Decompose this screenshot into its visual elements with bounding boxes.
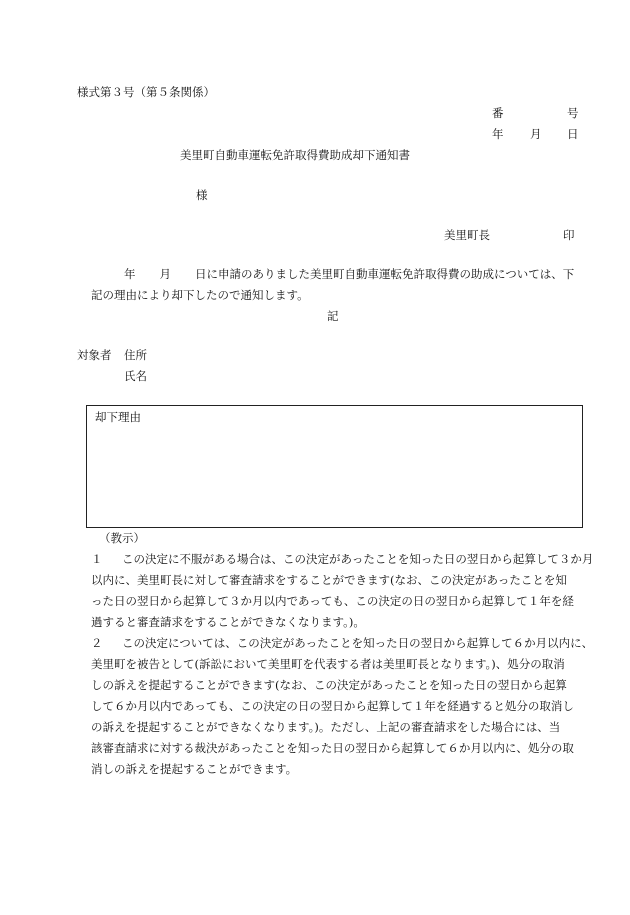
instruction-line: して６か月以内であっても、この決定の日の翌日から起算して１年を経過すると処分の取消し — [91, 699, 574, 713]
date-day-label: 日 — [567, 127, 579, 141]
instruction-line: この決定に不服がある場合は、この決定があったことを知った日の翌日から起算して３か月 — [122, 552, 594, 566]
issuer-seal: 印 — [563, 228, 575, 242]
instruction-item-2 — [91, 633, 594, 780]
instructions-heading: （教示） — [99, 531, 145, 545]
instruction-line: 消しの訴えを提起することができます。 — [91, 762, 298, 776]
address-label: 住所 — [124, 348, 147, 362]
rejection-reason-box — [86, 405, 583, 528]
date-year-label: 年 — [492, 127, 504, 141]
date-month-label: 月 — [530, 127, 542, 141]
target-label: 対象者 — [77, 348, 112, 362]
instruction-line: この決定については、この決定があったことを知った日の翌日から起算して６か月以内に、 — [122, 636, 594, 650]
instruction-line: 以内に、美里町長に対して審査請求をすることができます(なお、この決定があったことを知 — [91, 573, 567, 587]
instructions-list — [91, 549, 594, 780]
instruction-line: の訴えを提起することができなくなります。)。ただし、上記の審査請求をした場合には、当 — [91, 720, 561, 734]
body-text: 日に申請のありました美里町自動車運転免許取得費の助成については、下 — [195, 267, 575, 281]
name-label: 氏名 — [124, 369, 147, 383]
instruction-line: しの訴えを提起することができます(なお、この決定があったことを知った日の翌日から起算 — [91, 678, 567, 692]
instruction-number: ２ — [91, 636, 103, 650]
instruction-item-1 — [91, 549, 594, 633]
instruction-number: １ — [91, 552, 103, 566]
body-year: 年 — [124, 267, 136, 281]
document-title: 美里町自動車運転免許取得費助成却下通知書 — [180, 148, 410, 162]
ki-heading: 記 — [327, 309, 339, 323]
instruction-line: った日の翌日から起算して３か月以内であっても、この決定の日の翌日から起算して１年を経 — [91, 594, 574, 608]
addressee-suffix: 様 — [196, 188, 208, 202]
instruction-line: 該審査請求に対する裁決があったことを知った日の翌日から起算して６か月以内に、処分の取 — [91, 741, 574, 755]
rejection-reason-label: 却下理由 — [95, 410, 141, 424]
document-number-label: 番 — [492, 106, 504, 120]
instruction-line: 美里町を被告として(訴訟において美里町を代表する者は美里町長となります。)、処分の取消 — [91, 657, 565, 671]
form-number: 様式第３号（第５条関係） — [77, 85, 215, 99]
issuer-mayor: 美里町長 — [444, 228, 490, 242]
body-line-2: 記の理由により却下したので通知します。 — [91, 288, 309, 302]
body-month: 月 — [159, 267, 171, 281]
body-line-1 — [124, 269, 574, 281]
instruction-line: 過すると審査請求をすることができなくなります。)。 — [91, 615, 365, 629]
document-number-suffix: 号 — [567, 106, 579, 120]
